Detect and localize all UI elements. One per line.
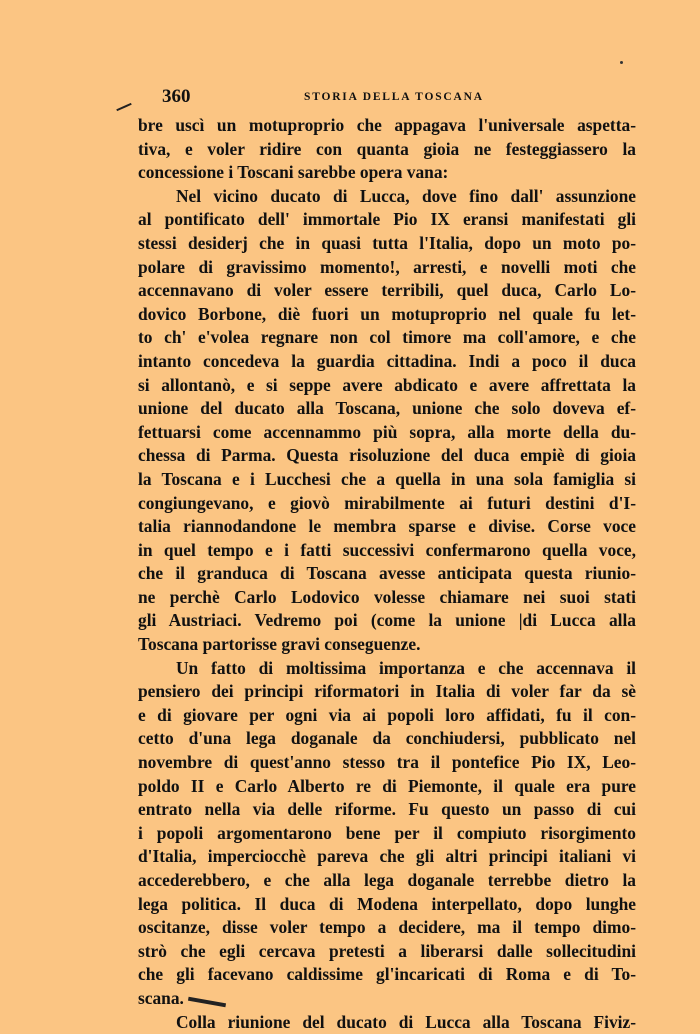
text-line: fettuarsi come accennammo più sopra, alla morte della du- [138,421,636,442]
text-line: tiva, e voler ridire con quanta gioia ne festeggiassero la [138,138,636,159]
running-title: STORIA DELLA TOSCANA [304,91,484,103]
ink-speck [620,61,623,64]
text-line: congiungevano, e giovò mirabilmente ai futuri destini d'I- [138,492,636,513]
text-line: stessi desiderj che in quasi tutta l'Italia, dopo un moto po- [138,232,636,253]
text-line: cetto d'una lega doganale da conchiudersi, pubblicato nel [138,728,636,749]
text-line: talia riannodandone le membra sparse e divise. Corse voce [138,516,636,537]
text-line: che gli facevano caldissime gl'incaricati di Roma e di To- [138,964,636,985]
text-line: accennavano di voler essere terribili, quel duca, Carlo Lo- [138,280,636,301]
text-line: accederebbero, e che alla lega doganale terrebbe dietro la [138,870,636,890]
text-line: pensiero dei principi riformatori in Italia di voler far da sè [138,681,636,702]
text-line: d'Italia, imperciocchè pareva che gli altri principi italiani vi [138,846,636,867]
text-line: la Toscana e i Lucchesi che a quella in una sola famiglia si [138,468,636,489]
margin-mark [116,103,131,111]
text-line: si allontanò, e si seppe avere abdicato e avere affrettata la [138,374,636,395]
text-line: to ch' e'volea regnare non col timore ma coll'amore, e che [138,327,636,348]
text-line: in quel tempo e i fatti successivi confermarono quella voce, [138,539,636,560]
text-line: Nel vicino ducato di Lucca, dove fino dall' assunzione [176,185,636,206]
text-line: concessione i Toscani sarebbe opera vana: [138,162,449,183]
page-number: 360 [162,86,191,107]
text-line: ne perchè Carlo Lodovico volesse chiamare nei suoi stati [138,586,636,607]
text-line: poldo II e Carlo Alberto re di Piemonte, il quale era pure [138,775,636,796]
text-line: dovico Borbone, diè fuori un motuproprio nel quale fu let- [138,303,636,324]
text-line: unione del ducato alla Toscana, unione che solo doveva ef- [138,398,636,419]
text-line: entrato nella via delle riforme. Fu questo un passo di cui [138,799,636,820]
text-line: Colla riunione del ducato di Lucca alla Toscana Fiviz- [176,1011,636,1032]
text-line: Toscana partorisse gravi conseguenze. [138,634,421,655]
text-line: lega politica. Il duca di Modena interpellato, dopo lunghe [138,893,636,914]
text-line: e di giovare per ogni via ai popoli loro affidati, fu il con- [138,704,636,725]
text-line: bre uscì un motuproprio che appagava l'universale aspetta- [138,115,636,135]
text-line: oscitanze, disse voler tempo a decidere, ma il tempo dimo- [138,917,636,938]
text-line: che il granduca di Toscana avesse anticipata questa riunio- [138,563,636,584]
text-line: al pontificato dell' immortale Pio IX eransi manifestati gli [138,209,636,230]
text-line: gli Austriaci. Vedremo poi (come la unione |di Lucca alla [138,610,636,631]
text-line: Un fatto di moltissima importanza e che accennava il [176,657,636,678]
text-line: intanto concedeva la guardia cittadina. Indi a poco il duca [138,350,636,371]
text-line: i popoli argomentarono bene per il compiuto risorgimento [138,822,636,843]
text-line: scana. [138,987,184,1008]
text-line: polare di gravissimo momento!, arresti, e novelli moti che [138,256,636,277]
text-line: novembre di quest'anno stesso tra il pontefice Pio IX, Leo- [138,752,636,773]
body-text [138,114,636,1034]
text-line: strò che egli cercava pretesti a liberarsi dalle sollecitudini [138,940,636,961]
text-line: chessa di Parma. Questa risoluzione del duca empiè di gioia [138,445,636,466]
